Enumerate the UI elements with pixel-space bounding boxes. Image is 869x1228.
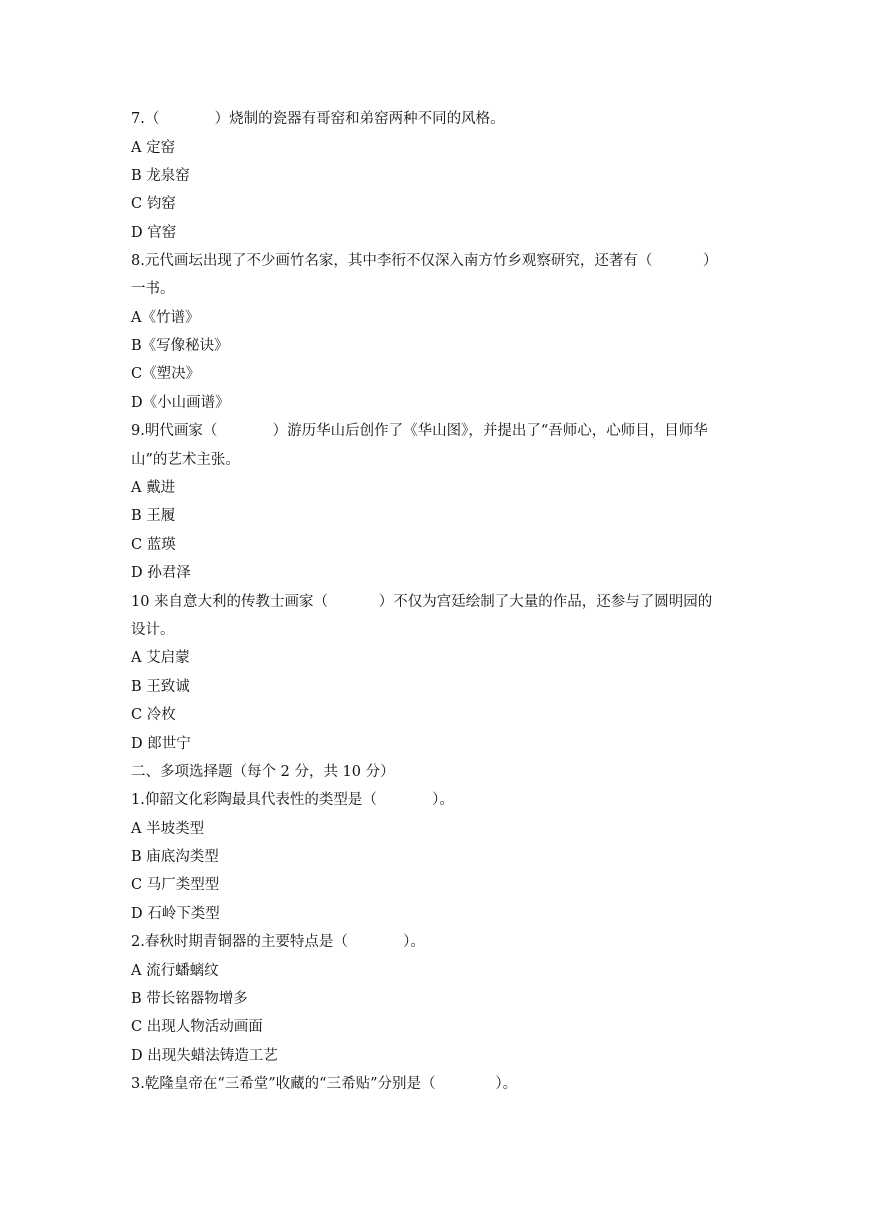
question-7-stem: 7.（ ）烧制的瓷器有哥窑和弟窑两种不同的风格。 — [131, 111, 505, 127]
question-8-option-b: B《写像秘诀》 — [131, 338, 229, 354]
question-9-stem: 9.明代画家（ ）游历华山后创作了《华山图》，并提出了“吾师心，心师目，目师华 — [131, 423, 708, 439]
multi-question-1-option-b: B 庙底沟类型 — [131, 849, 219, 865]
question-7-option-a: A 定窑 — [131, 140, 176, 156]
multi-question-2-stem: 2.春秋时期青铜器的主要特点是（ ）。 — [131, 934, 425, 950]
multi-question-1-option-a: A 半坡类型 — [131, 821, 205, 837]
multi-question-2-option-d: D 出现失蜡法铸造工艺 — [131, 1048, 278, 1064]
multi-question-2-option-c: C 出现人物活动画面 — [131, 1019, 263, 1035]
question-7-option-c: C 钧窑 — [131, 196, 176, 212]
question-8-option-c: C《塑决》 — [131, 366, 201, 382]
question-7-option-b: B 龙泉窑 — [131, 168, 190, 184]
question-10-stem-cont: 设计。 — [131, 622, 175, 638]
question-10-option-c: C 冷枚 — [131, 707, 176, 723]
question-8-stem: 8.元代画坛出现了不少画竹名家，其中李衎不仅深入南方竹乡观察研究，还著有（ ） — [131, 253, 718, 269]
multi-question-1-stem: 1.仰韶文化彩陶最具代表性的类型是（ ）。 — [131, 792, 454, 808]
multi-question-3-stem: 3.乾隆皇帝在“三希堂”收藏的“三希贴”分别是（ ）。 — [131, 1076, 518, 1092]
multi-question-2-option-a: A 流行蟠螭纹 — [131, 963, 219, 979]
section-title-multiple-choice: 二、多项选择题（每个 2 分，共 10 分） — [131, 764, 395, 780]
question-8-stem-cont: 一书。 — [131, 281, 175, 297]
question-9-option-c: C 蓝瑛 — [131, 537, 176, 553]
question-9-option-d: D 孙君泽 — [131, 565, 191, 581]
multi-question-1-option-d: D 石岭下类型 — [131, 906, 220, 922]
question-10-stem: 10 来自意大利的传教士画家（ ）不仅为宫廷绘制了大量的作品，还参与了圆明园的 — [131, 594, 713, 610]
question-10-option-d: D 郎世宁 — [131, 736, 191, 752]
question-10-option-b: B 王致诚 — [131, 679, 190, 695]
multi-question-1-option-c: C 马厂类型型 — [131, 877, 220, 893]
question-8-option-a: A《竹谱》 — [131, 310, 200, 326]
question-9-option-a: A 戴进 — [131, 480, 176, 496]
question-7-option-d: D 官窑 — [131, 225, 177, 241]
question-10-option-a: A 艾启蒙 — [131, 650, 190, 666]
question-9-option-b: B 王履 — [131, 508, 176, 524]
multi-question-2-option-b: B 带长铭器物增多 — [131, 991, 248, 1007]
question-9-stem-cont: 山”的艺术主张。 — [131, 452, 240, 468]
question-8-option-d: D《小山画谱》 — [131, 395, 230, 411]
